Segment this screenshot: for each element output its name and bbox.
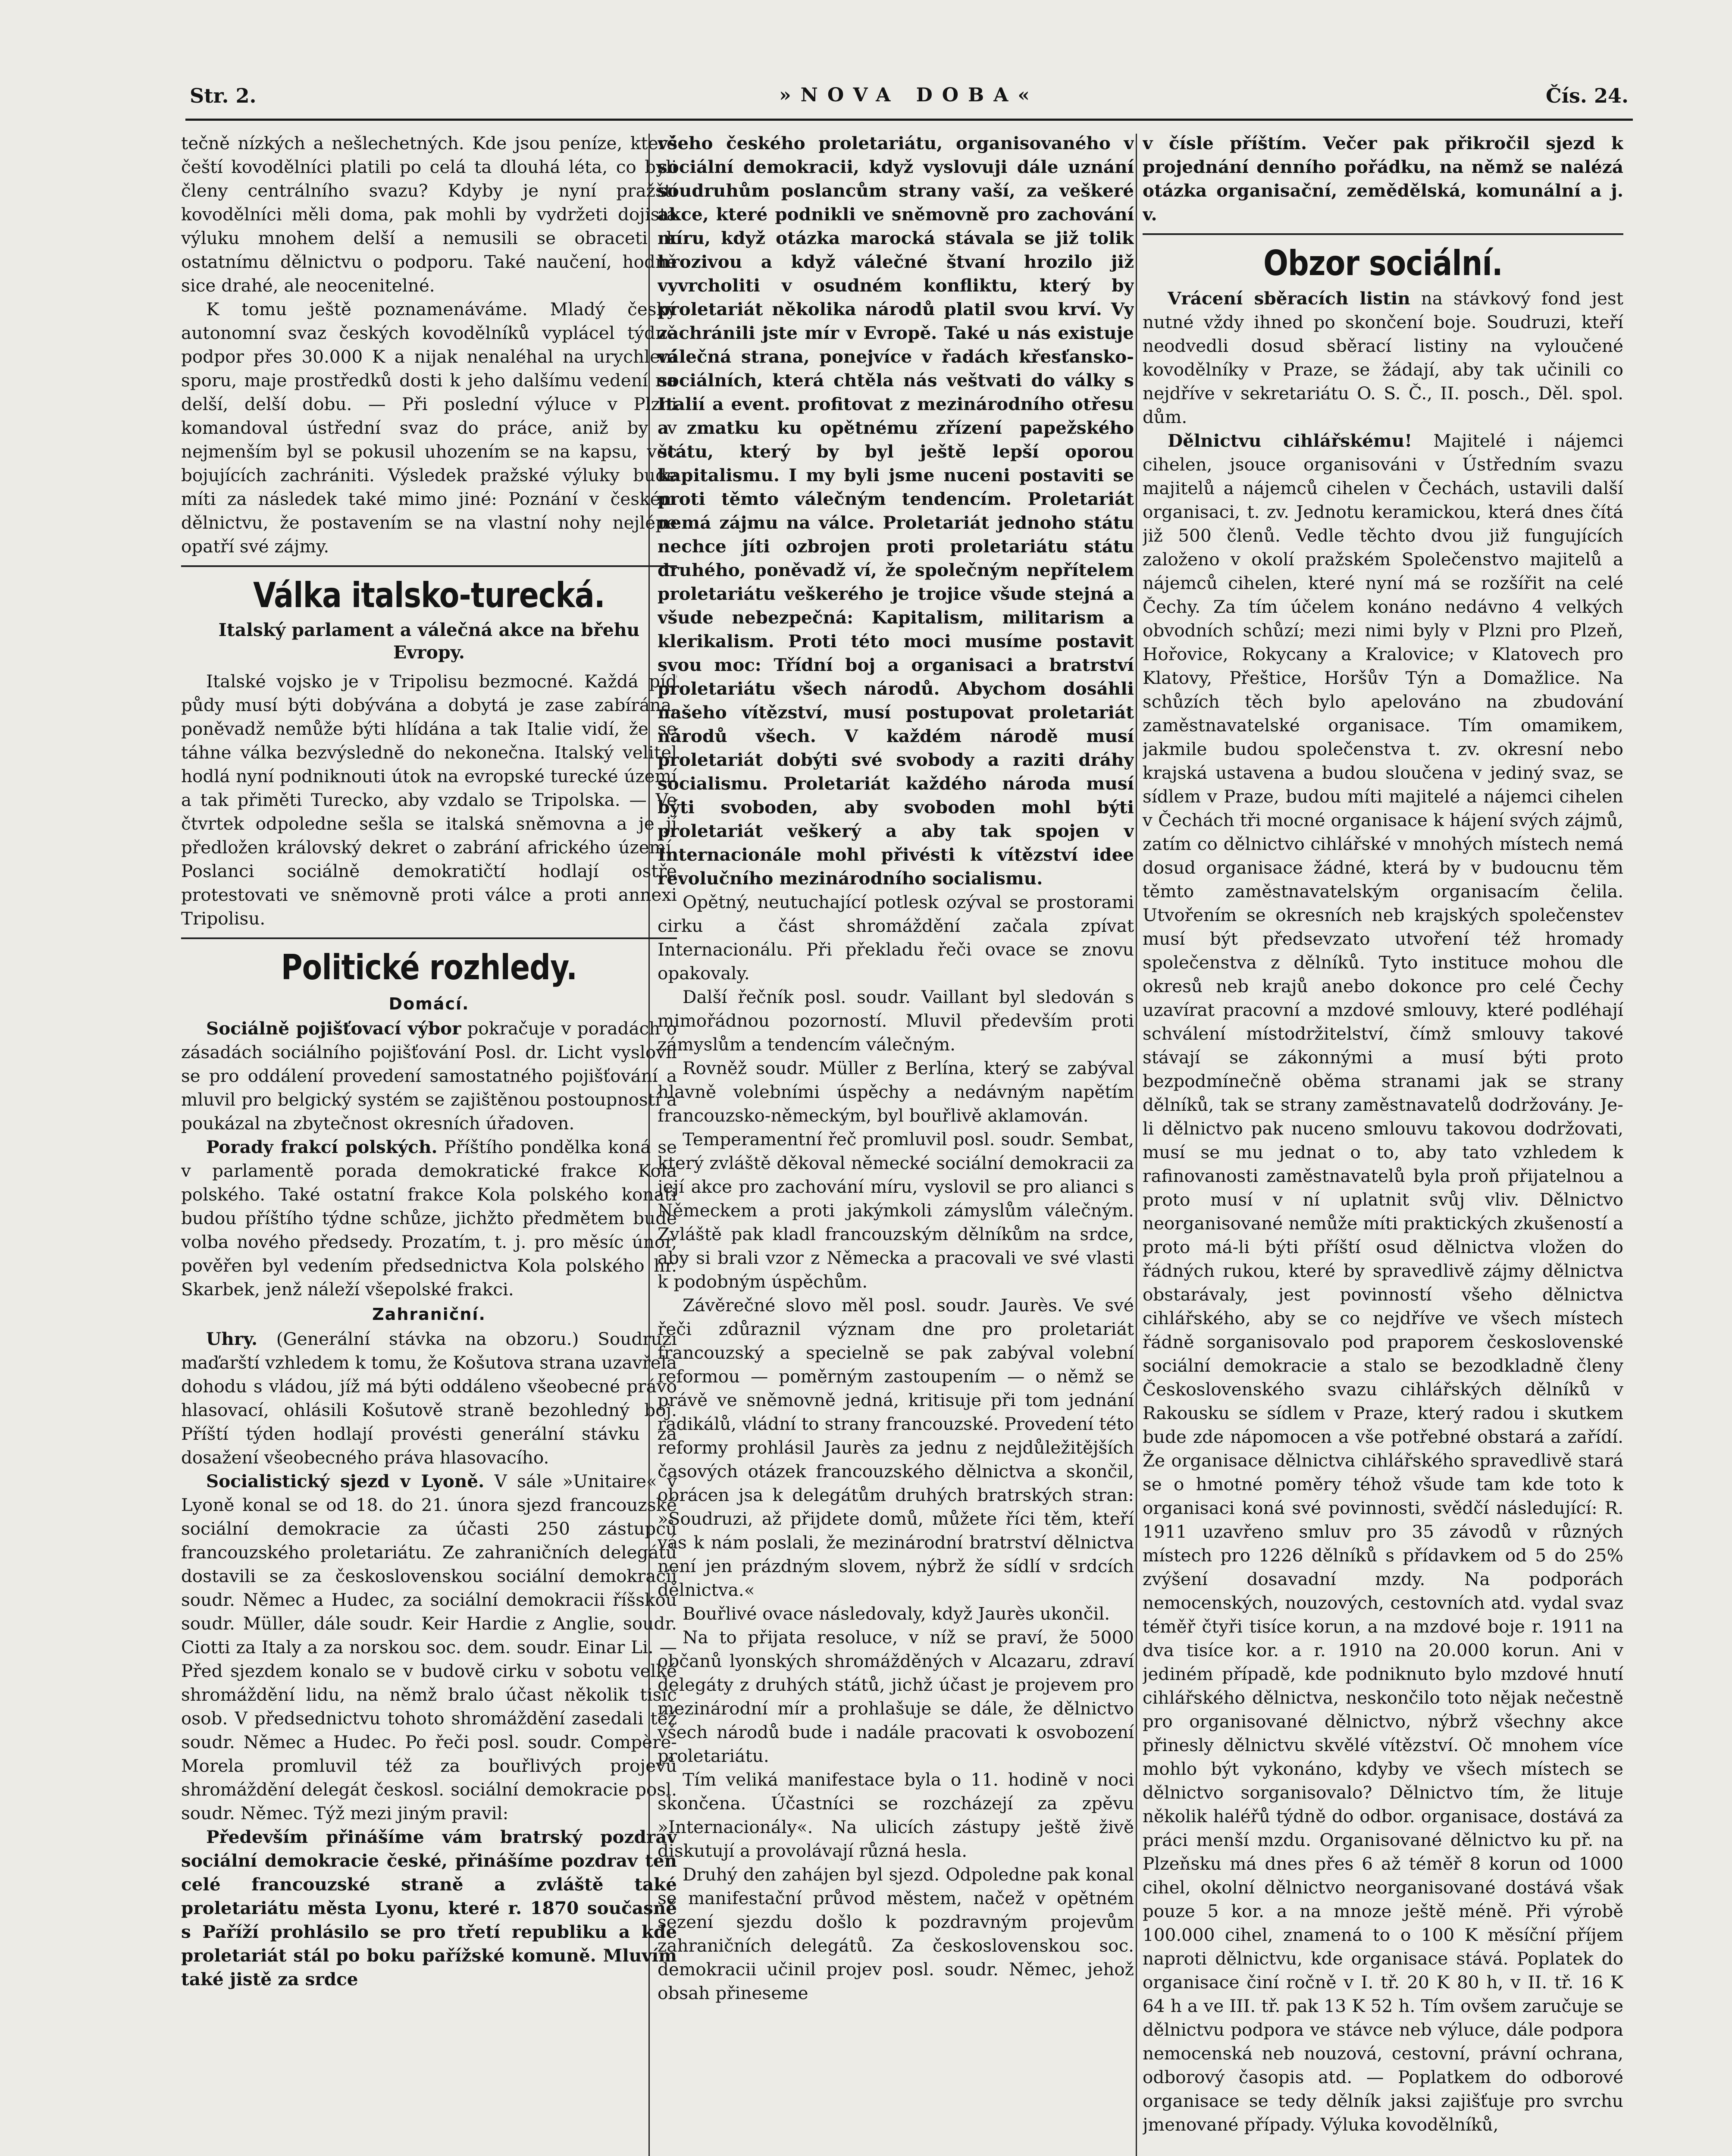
- news-item-text: (Generální stávka na obzoru.) Soudruzi maďarští vzhledem k tomu, že Košutova strana uzavřela dohodu s vládou, jíž má býti oddáleno všeobecné právo hlasovací, ohlásili Košutově straně bezohledný boj. Příští týden hodlají provésti generální stávku za dosažení všeobecného práva hlasovacího.: [181, 1329, 677, 1468]
- headline-politics: Politické rozhledy.: [281, 947, 577, 987]
- article-paragraph-bold: [181, 1825, 677, 1991]
- news-item: [181, 1135, 677, 1301]
- column-2: [658, 132, 1134, 2156]
- paper-title: »NOVA DOBA«: [779, 84, 1039, 106]
- column-1: [181, 132, 677, 2156]
- section-label-foreign: Zahraniční.: [372, 1305, 486, 1324]
- section-rule: [1143, 233, 1623, 235]
- news-item-text: V sále »Unitaire« v Lyoně konal se od 18. do 21. února sjezd francouzské sociální demokracie za účasti 250 zástupců francouzského proletariátu. Ze zahraničních delegátů dostavili se za československou sociální demokracii soudr. Němec a Hudec, za sociální demokracii říšskou soudr. Müller, dále soudr. Keir Hardie z Anglie, soudr. Ciotti za Italy a za norskou soc. dem. soudr. Einar Li. — Před sjezdem konalo se v budově cirku v sobotu velké shromáždění lidu, na němž bralo účast několik tisíc osob. V předsednictvu tohoto shromáždění zasedali též soudr. Němec a Hudec. Po řeči posl. soudr. Compère-Morela promluvil též za bouřlivých projevů shromáždění delegát českosl. sociální demokracie posl. soudr. Němec. Týž mezi jiným pravil:: [181, 1471, 677, 1824]
- article-paragraph: K tomu ještě poznamenáváme. Mladý český autonomní svaz českých kovodělníků vyplácel týdně podpor přes 30.000 K a nijak nenaléhal na urychlení sporu, maje prostředků dosti k jeho dalšímu vedení na delší, delší dobu. — Při poslední výluce v Plzni komandoval ústřední svaz do práce, aniž by v nejmenším byl se pokusil uhozením se na kapsu, věc bojujících zachrániti. Výsledek pražské výluky bude míti za následek také mimo jiné: Poznání v českém dělnictvu, že postavením se na vlastní nohy nejlépe opatří své zájmy.: [181, 299, 677, 557]
- speech-text: všeho českého proletariátu, organisovaného v sociální demokracii, když vyslovuji dále uznání soudruhům poslancům strany vaší, za veškeré akce, které podnikli ve sněmovně pro zachování míru, když otázka marocká stávala se již tolik hrozivou a když válečné štvaní hrozilo již vyvrcholiti v osudném konfliktu, který by proletariát několika národů platil svou krví. Vy zachránili jste mír v Evropě. Také u nás existuje válečná strana, ponejvíce v řadách křesťansko-sociálních, která chtěla nás veštvati do války s Italií a event. profitovat z mezinárodního otřesu a zmatku ku opětnému zřízení papežského státu, který by byl ještě lepší oporou kapitalismu. I my byli jsme nuceni postaviti se proti těmto válečným tendencím. Proletariát nemá zájmu na válce. Proletariát jednoho státu nechce jíti ozbrojen proti proletariátu státu druhého, poněvadž ví, že společným nepřítelem proletariátu veškerého je trojice všude stejná a všude nebezpečná: Kapitalism, militarism a klerikalism. Proti této moci musíme postavit svou moc: Třídní boj a organisaci a bratrství proletariátu všech národů. Abychom dosáhli našeho vítězství, musí postupovat proletariát národů všech. V každém národě musí proletariát dobýti své svobody a raziti dráhy socialismu. Proletariát každého národa musí býti svoboden, aby svoboden mohl býti proletariát veškerý a aby tak spojen v Internacionále mohl přivésti k vítězství idee revolučního mezinárodního socialismu.: [658, 133, 1134, 889]
- article-paragraph: Tím veliká manifestace byla o 11. hodině v noci skončena. Účastníci se rozcházejí za zpěvu »Internacionály«. Na ulicích zástupy ještě živě diskutují a provolávají různá hesla.: [658, 1769, 1134, 1861]
- lead-text: v čísle příštím. Večer pak přikročil sjezd k projednání denního pořádku, na němž se nalézá otázka organisační, zemědělská, komunální a j. v.: [1143, 133, 1623, 225]
- headline-social: Obzor sociální.: [1263, 243, 1503, 283]
- news-item: [1143, 429, 1623, 2137]
- speech-text: Především přinášíme vám bratrský pozdrav sociální demokracie české, přinášíme pozdrav ten celé francouzské straně a zvláště také proletariátu města Lyonu, které r. 1870 současně s Paříží prohlásilo se pro třetí republiku a kde proletariát stál po boku pařížské komuně. Mluvím také jistě za srdce: [181, 1827, 677, 1990]
- news-item-lead: Dělnictvu cihlářskému!: [1168, 430, 1413, 451]
- news-item-lead: Socialistický sjezd v Lyoně.: [206, 1471, 485, 1492]
- article-paragraph: Závěrečné slovo měl posl. soudr. Jaurès. Ve své řeči zdůraznil význam dne pro proletariát francouzský a specielně se pak zabýval volební reformou — poměrným zastoupením — o němž se právě ve sněmovně jedná, kritisuje při tom jednání radikálů, vládní to strany francouzské. Provedení této reformy prohlásil Jaurès za jednu z nejdůležitějších časových otázek francouzského dělnictva a skončil, obrácen jsa k delegátům druhých bratrských stran: »Soudruzi, až přijdete domů, můžete říci těm, kteří vás k nám poslali, že mezinárodní bratrství dělnictva není jen prázdným slovem, nýbrž že sídlí v srdcích dělnictva.«: [658, 1295, 1134, 1600]
- headline-war: Válka italsko-turecká.: [253, 575, 605, 615]
- article-paragraph: Bouřlivé ovace následovaly, když Jaurès ukončil.: [683, 1603, 1110, 1624]
- article-paragraph: tečně nízkých a nešlechetných. Kde jsou peníze, které čeští kovodělníci platili po celá ta dlouhá léta, co byli členy centrálního svazu? Kdyby je nyní pražští kovodělníci měli doma, pak mohli by vydržeti dojista výluku mnohem delší a nemusili se obraceti k ostatnímu dělnictvu o podporu. Také naučení, hodně sice drahé, ale neocenitelné.: [181, 133, 677, 296]
- news-item-lead: Vrácení sběracích listin: [1168, 288, 1410, 309]
- article-paragraph: Na to přijata resoluce, v níž se praví, že 5000 občanů lyonských shromážděných v Alcazaru, zdraví delegáty z druhých států, jichž účast je projevem pro mezinárodní mír a prohlašuje se dále, že dělnictvo všech národů bude i nadále pracovati k osvobození proletariátu.: [658, 1627, 1134, 1766]
- news-item-lead: Sociálně pojišťovací výbor: [206, 1018, 461, 1039]
- news-item: [181, 1470, 677, 1825]
- news-item-text: pokračuje v poradách o zásadách sociálního pojišťování Posl. dr. Licht vyslovil se pro oddálení provedení samostatného pojišťování a mluvil pro belgický systém se zajištěnou postoupností a poukázal na zbytečnost okresních úřadoven.: [181, 1018, 677, 1134]
- column-3: [1143, 132, 1623, 2156]
- news-item-text: Příštího pondělka koná se v parlamentě porada demokratické frakce Kola polského. Také ostatní frakce Kola polského konati budou příštího týdne schůze, jichžto předmětem bude volba nového předsedy. Prozatím, t. j. pro měsíc únor, pověřen byl vedením předsednictva Kola polského hr. Skarbek, jenž náleží všepolské frakci.: [181, 1137, 677, 1300]
- article-paragraph: Další řečník posl. soudr. Vaillant byl sledován s mimořádnou pozorností. Mluvil především proti zámyslům a tendencím válečným.: [658, 987, 1134, 1055]
- running-head: [185, 84, 1633, 121]
- article-paragraph: Druhý den zahájen byl sjezd. Odpoledne pak konal se manifestační průvod městem, načež v opětném sezení sjezdu došlo k pozdravným projevům zahraničních delegátů. Za československou soc. demokracii učinil projev posl. soudr. Němec, jehož obsah přineseme: [658, 1864, 1134, 2003]
- article-paragraph-bold: [1143, 132, 1623, 226]
- section-rule: [181, 565, 677, 567]
- column-divider: [1136, 134, 1137, 2156]
- issue-number: Čís. 24.: [1545, 84, 1629, 107]
- article-paragraph-bold: [658, 132, 1134, 890]
- article-paragraph: Opětný, neutuchající potlesk ozýval se prostorami cirku a část shromáždění začala zpívat Internacionálu. Při překladu řeči ovace se znovu opakovaly.: [658, 892, 1134, 984]
- subheadline-war: Italský parlament a válečná akce na břehu Evropy.: [218, 620, 640, 663]
- news-item: [181, 1017, 677, 1135]
- news-item-text: na stávkový fond jest nutné vždy ihned po skončení boje. Soudruzi, kteří neodvedli dosud sběrací listiny na vyloučené kovodělníky v Praze, se žádají, aby tak učinili co nejdříve v sekretariátu O. S. Č., II. posch., Děl. spol. dům.: [1143, 288, 1623, 427]
- news-item-lead: Porady frakcí polských.: [206, 1137, 438, 1157]
- section-rule: [181, 937, 677, 939]
- article-paragraph: Rovněž soudr. Müller z Berlína, který se zabýval hlavně volebními úspěchy a nedávným napětím francouzsko-německým, byl bouřlivě aklamován.: [658, 1058, 1134, 1126]
- news-item: [181, 1327, 677, 1470]
- page-number: Str. 2.: [190, 84, 257, 107]
- article-paragraph: Temperamentní řeč promluvil posl. soudr. Sembat, který zvláště děkoval německé sociální demokracii za její akce pro zachování míru, vyslovil se pro alianci s Německem a proti jakýmkoli zámyslům válečným. Zvláště pak kladl francouzským dělníkům na srdce, aby si brali vzor z Německa a pracovali ve své vlasti k podobným úspěchům.: [658, 1129, 1134, 1292]
- section-label-domestic: Domácí.: [388, 994, 470, 1013]
- news-item-text: Majitelé i nájemci cihelen, jsouce organisováni v Ústředním svazu majitelů a nájemců cihelen v Čechách, ustavili další organisaci, t. zv. Jednotu keramickou, která dnes čítá již 500 členů. Vedle těchto dvou již fungujících založeno v okolí pražském Společenstvo majitelů a nájemců cihelen, které nyní má se rozšířit na celé Čechy. Za tím účelem konáno nedávno 4 velkých obvodních schůzí; mezi nimi byly v Plzni pro Plzeň, Hořovice, Rokycany a Kralovice; v Klatovech pro Klatovy, Přeštice, Horšův Týn a Domažlice. Na schůzích těch bylo apelováno na zbudování zaměstnavatelské organisace. Tím omamikem, jakmile budou společenstva t. zv. okresní nebo krajská ustavena a budou sloučena v jediný svaz, se sídlem v Praze, budou míti majitelé a nájemci cihelen v Čechách tři mocné organisace k hájení svých zájmů, zatím co dělnictvo cihlářské v mnohých místech nemá dosud organisace žádné, která by v budoucnu těm těmto zaměstnavatelským organisacím čelila. Utvořením se okresních neb krajských společenstev musí být předsevzato utvoření též hromady společenstva z dělníků. Tyto instituce mohou dle okresů neb krajů anebo dokonce pro celé Čechy uzavírat pracovní a mzdové smlouvy, které podléhají schválení místodržitelství, čímž smlouvy takové stávají se zákonnými a musí býti proto bezpodmínečně oběma stranami jak se strany dělníků, tak se strany zaměstnavatelů dodržovány. Je-li dělnictvo pak nuceno smlouvu takovou dodržovati, musí se mu jednat o to, aby tato vzhledem k rafinovanosti zaměstnavatelů byla proň přijatelnou a proto musí v ní uplatnit svůj vliv. Dělnictvo neorganisované nemůže míti praktických zkušeností a proto má-li býti příští osud dělnictva vložen do řádných rukou, které by spravedlivě zájmy dělnictva obstarávaly, jest povinností všeho dělnictva cihlářského, aby se co nejdříve ve všech místech řádně sorganisovalo pod praporem československé sociální demokracie a stalo se bezodkladně členy Československého svazu cihlářských dělníků v Rakousku se sídlem v Praze, který radou i skutkem bude zde nápomocen a vše potřebné obstará a zařídí. Že organisace dělnictva cihlářského spravedlivě stará se o hmotné poměry téhož všude tam kde toto k organisaci koná své povinnosti, svědčí následující: R. 1911 uzavřeno smluv pro 35 závodů v různých místech pro 1226 dělníků s přídavkem od 5 do 25% zvýšení dosavadní mzdy. Na podporách nemocenských, nouzových, cestovních atd. vydal svaz téměř čtyři tisíce korun, a na mzdové boje r. 1911 na dva tisíce kor. a r. 1910 na 20.000 korun. Ani v jediném případě, kde podniknuto bylo mzdové hnutí cihlářského dělnictva, neskončilo toto nějak nečestně pro organisované dělnictvo, nýbrž všechny akce přinesly dělnictvu skvělé vítězství. Oč mnohem více mohlo být vykonáno, kdyby ve všech místech se dělnictvo sorganisovalo? Dělnictvo tím, že lituje několik haléřů týdně do odbor. organisace, dostává za práci menší mzdu. Organisované dělnictvo ku př. na Plzeňsku má dnes přes 6 až téměř 8 korun od 1000 cihel, okolní dělnictvo neorganisované dostává však pouze 5 kor. a na mnoze ještě méně. Při výrobě 100.000 cihel, znamená to o 100 K měsíční příjem naproti dělnictvu, kde organisace stává. Poplatek do organisace činí ročně v I. tř. 20 K 80 h, v II. tř. 16 K 64 h a ve III. tř. pak 13 K 52 h. Tím ovšem zaručuje se dělnictvu podpora ve stávce neb výluce, dále podpora nemocenská neb nouzová, cestovní, právní ochrana, odborový časopis atd. — Poplatkem do odborové organisace se tedy dělník jaksi zajišťuje pro svrchu jmenované případy. Výluka kovodělníků,: [1143, 430, 1623, 2135]
- news-item-lead: Uhry.: [206, 1329, 258, 1349]
- article-paragraph: Italské vojsko je v Tripolisu bezmocné. Každá píď půdy musí býti dobývána a dobytá je zase zabírána, poněvadž nemůže býti hlídána a tak Italie vidí, že se táhne válka bezvýsledně do nekonečna. Italský velitel hodlá nyní podniknouti útok na evropské turecké území a tak přiměti Turecko, aby vzdalo se Tripolska. — Ve čtvrtek odpoledne sešla se italská sněmovna a je jí předložen královský dekret o zabrání afrického území. Poslanci sociálně demokratičtí hodlají ostře protestovati ve sněmovně proti válce a proti annexi Tripolisu.: [181, 671, 677, 929]
- news-item: [1143, 287, 1623, 429]
